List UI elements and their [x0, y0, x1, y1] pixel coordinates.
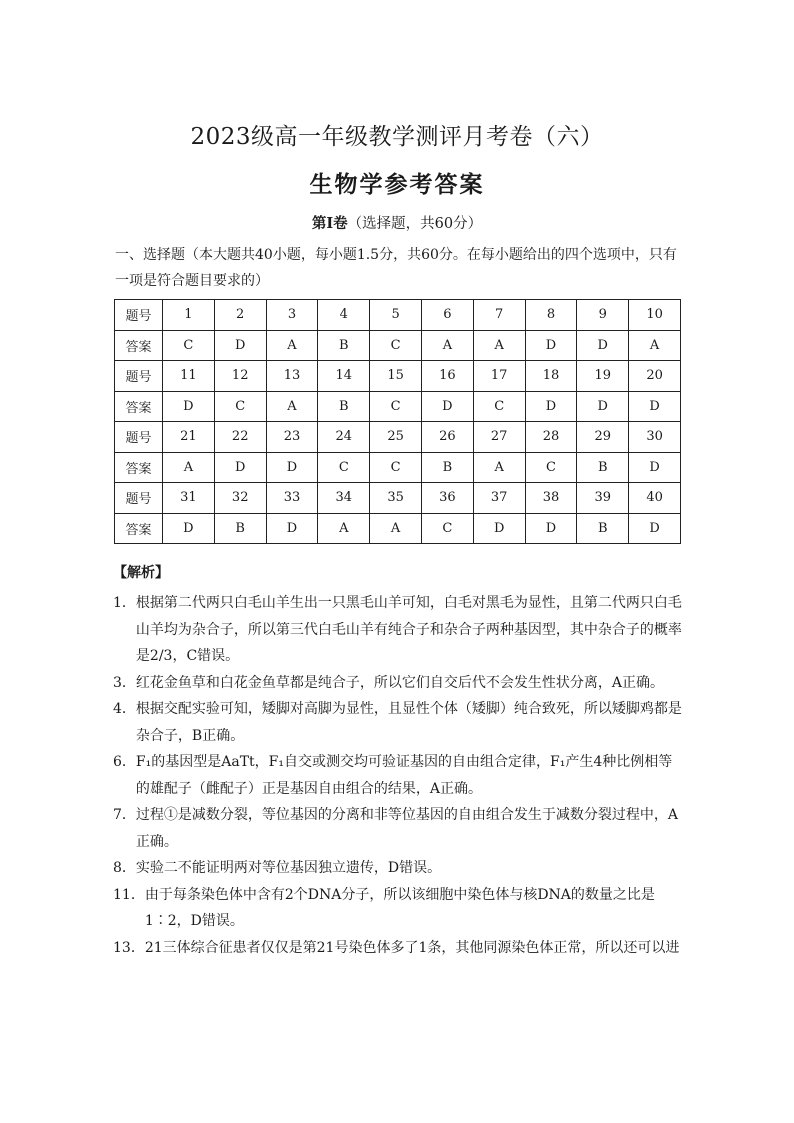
answer-cell: A — [421, 330, 473, 361]
analysis-item-text: 21三体综合征患者仅仅是第21号染色体多了1条，其他同源染色体正常，所以还可以进 — [144, 939, 680, 956]
answer-cell: D — [525, 513, 577, 544]
answer-cell: D — [577, 391, 629, 422]
table-row — [115, 452, 681, 483]
answer-cell: B — [577, 513, 629, 544]
question-number-cell: 13 — [266, 361, 318, 392]
question-number-cell: 14 — [318, 361, 370, 392]
answer-cell: C — [214, 391, 266, 422]
question-number-cell: 25 — [370, 422, 422, 453]
question-number-cell: 10 — [629, 300, 681, 331]
analysis-item — [113, 590, 683, 670]
answer-cell: B — [318, 391, 370, 422]
analysis-item-number: 6． — [113, 754, 136, 770]
analysis-item — [113, 855, 683, 882]
question-number-row-label: 题号 — [115, 422, 163, 453]
answer-cell: D — [266, 452, 318, 483]
analysis-item-number: 13． — [113, 939, 145, 956]
analysis-notes — [113, 590, 683, 961]
answer-cell: D — [629, 513, 681, 544]
table-row — [115, 391, 681, 422]
analysis-item-number: 8． — [113, 860, 136, 876]
question-number-cell: 40 — [629, 483, 681, 514]
answer-row-label: 答案 — [115, 330, 163, 361]
answer-cell: B — [214, 513, 266, 544]
question-number-cell: 1 — [163, 300, 215, 331]
answer-cell: C — [473, 391, 525, 422]
question-number-cell: 36 — [421, 483, 473, 514]
answer-cell: D — [163, 391, 215, 422]
question-number-cell: 26 — [421, 422, 473, 453]
question-number-row-label: 题号 — [115, 483, 163, 514]
answer-cell: C — [318, 452, 370, 483]
answer-cell: A — [266, 391, 318, 422]
question-number-cell: 15 — [370, 361, 422, 392]
instructions: 一、选择题（本大题共40小题，每小题1.5分，共60分。在每小题给出的四个选项中，只有一项是符合题目要求的） — [115, 247, 677, 289]
answer-cell: B — [318, 330, 370, 361]
question-number-cell: 37 — [473, 483, 525, 514]
answer-cell: A — [370, 513, 422, 544]
analysis-item-text: F₁的基因型是AaTt，F₁自交或测交均可验证基因的自由组合定律，F₁产生4种比例相等的雄配子（雌配子）正是基因自由组合的结果，A正确。 — [135, 754, 673, 797]
answer-cell: C — [163, 330, 215, 361]
analysis-item — [113, 882, 683, 935]
question-number-cell: 23 — [266, 422, 318, 453]
answer-cell: C — [370, 452, 422, 483]
answer-cell: B — [577, 452, 629, 483]
answer-cell: D — [577, 330, 629, 361]
section-label: （选择题，共60分） — [347, 216, 483, 232]
answer-cell: A — [473, 330, 525, 361]
answer-row-label: 答案 — [115, 452, 163, 483]
question-number-row-label: 题号 — [115, 300, 163, 331]
question-number-cell: 22 — [214, 422, 266, 453]
answer-cell: D — [629, 452, 681, 483]
section-prefix: 第Ⅰ卷 — [311, 215, 348, 232]
table-row — [115, 300, 681, 331]
answer-cell: D — [525, 330, 577, 361]
answer-cell: C — [421, 513, 473, 544]
answer-row-label: 答案 — [115, 391, 163, 422]
analysis-item-text: 实验二不能证明两对等位基因独立遗传，D错误。 — [135, 860, 442, 876]
question-number-cell: 34 — [318, 483, 370, 514]
question-number-cell: 4 — [318, 300, 370, 331]
question-number-cell: 5 — [370, 300, 422, 331]
question-number-cell: 31 — [163, 483, 215, 514]
question-number-cell: 20 — [629, 361, 681, 392]
answer-cell: D — [214, 452, 266, 483]
answer-cell: D — [163, 513, 215, 544]
question-number-cell: 2 — [214, 300, 266, 331]
answer-cell: A — [318, 513, 370, 544]
question-number-cell: 9 — [577, 300, 629, 331]
question-number-cell: 30 — [629, 422, 681, 453]
question-number-cell: 32 — [214, 483, 266, 514]
question-number-cell: 17 — [473, 361, 525, 392]
question-number-cell: 24 — [318, 422, 370, 453]
answer-cell: D — [266, 513, 318, 544]
question-number-row-label: 题号 — [115, 361, 163, 392]
answer-cell: D — [629, 391, 681, 422]
question-number-cell: 12 — [214, 361, 266, 392]
analysis-item-text: 红花金鱼草和白花金鱼草都是纯合子，所以它们自交后代不会发生性状分离，A正确。 — [135, 674, 665, 691]
analysis-item-text: 由于每条染色体中含有2个DNA分子，所以该细胞中染色体与核DNA的数量之比是1∶2，D错误。 — [144, 886, 655, 929]
answer-cell: D — [214, 330, 266, 361]
answer-cell: D — [525, 391, 577, 422]
analysis-item-text: 根据第二代两只白毛山羊生出一只黑毛山羊可知，白毛对黑毛为显性，且第二代两只白毛山羊均为杂合子，所以第三代白毛山羊有纯合子和杂合子两种基因型，其中杂合子的概率是2/3，C错误。 — [135, 595, 682, 664]
answer-cell: A — [266, 330, 318, 361]
answer-cell: D — [421, 391, 473, 422]
question-number-cell: 18 — [525, 361, 577, 392]
answer-cell: C — [370, 330, 422, 361]
analysis-item — [113, 696, 683, 749]
table-row — [115, 483, 681, 514]
analysis-item-number: 4． — [113, 701, 136, 717]
page-subtitle: 生物学参考答案 — [309, 171, 485, 198]
analysis-item-number: 1． — [113, 595, 136, 611]
page-title: 2023级高一年级教学测评月考卷（六） — [190, 124, 604, 150]
question-number-cell: 38 — [525, 483, 577, 514]
analysis-item-text: 过程①是减数分裂，等位基因的分离和非等位基因的自由组合发生于减数分裂过程中，A正确。 — [135, 807, 679, 850]
question-number-cell: 16 — [421, 361, 473, 392]
analysis-label: 【解析】 — [113, 565, 169, 581]
analysis-item — [113, 749, 683, 802]
question-number-cell: 35 — [370, 483, 422, 514]
analysis-item — [113, 670, 683, 697]
answer-row-label: 答案 — [115, 513, 163, 544]
table-row — [115, 422, 681, 453]
analysis-item-text: 根据交配实验可知，矮脚对高脚为显性，且显性个体（矮脚）纯合致死，所以矮脚鸡都是杂合子，B正确。 — [135, 701, 682, 744]
table-row — [115, 330, 681, 361]
table-row — [115, 361, 681, 392]
answer-cell: B — [421, 452, 473, 483]
question-number-cell: 33 — [266, 483, 318, 514]
question-number-cell: 39 — [577, 483, 629, 514]
question-number-cell: 19 — [577, 361, 629, 392]
answer-table — [114, 299, 681, 544]
question-number-cell: 7 — [473, 300, 525, 331]
answer-cell: A — [473, 452, 525, 483]
answer-cell: C — [525, 452, 577, 483]
answer-cell: D — [473, 513, 525, 544]
question-number-cell: 6 — [421, 300, 473, 331]
analysis-item — [113, 802, 683, 855]
question-number-cell: 21 — [163, 422, 215, 453]
question-number-cell: 27 — [473, 422, 525, 453]
analysis-item-number: 3． — [113, 674, 136, 691]
question-number-cell: 3 — [266, 300, 318, 331]
answer-cell: A — [629, 330, 681, 361]
section-heading — [0, 212, 794, 233]
question-number-cell: 28 — [525, 422, 577, 453]
analysis-item-number: 11． — [113, 886, 145, 903]
table-row — [115, 513, 681, 544]
answer-cell: A — [163, 452, 215, 483]
question-number-cell: 11 — [163, 361, 215, 392]
analysis-item — [113, 935, 683, 962]
analysis-item-number: 7． — [113, 807, 136, 823]
question-number-cell: 8 — [525, 300, 577, 331]
question-number-cell: 29 — [577, 422, 629, 453]
answer-cell: C — [370, 391, 422, 422]
